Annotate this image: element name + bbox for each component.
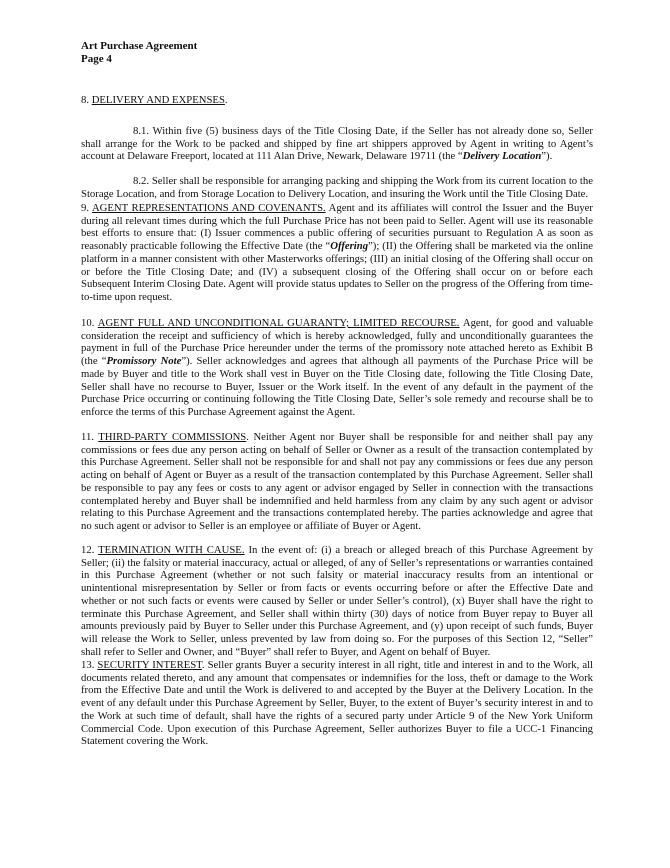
text: 8.1. Within five (5) business days of the Title Closing Date, if the Seller has not already done so, Seller shall arrange for the Work to be packed and shipped by fine art shippers approved by Agent in writing to Agent’s account at Delaware Freeport, located at 111 Alan Drive, Newark, Delaware 19711 (the “ [81,125,593,163]
defined-term: Offering [330,240,369,253]
section-number: 13. [81,659,98,671]
document-title: Art Purchase Agreement [81,40,198,52]
section-8-heading [81,94,593,107]
section-title: TERMINATION WITH CAUSE. [98,544,245,556]
section-10 [81,317,593,419]
section-title: AGENT FULL AND UNCONDITIONAL GUARANTY; LIMITED RECOURSE. [97,317,460,329]
page-number: Page 4 [81,53,112,65]
section-title: AGENT REPRESENTATIONS AND COVENANTS. [91,202,326,214]
section-number: 9. [81,202,92,214]
text: Agent, for good and valuable consideration the receipt and sufficiency of which is hereby acknowledged, fully and unconditionally guarantees the payment in full of the Purchase Price hereunder under the terms of the promissory note attached hereto as Exhibit B (the “ [81,317,593,368]
section-number: 11. [81,431,99,443]
text: ”). [541,150,553,163]
section-number: 10. [81,317,98,329]
section-title: THIRD-PARTY COMMISSIONS [98,431,247,443]
page-header [81,40,197,66]
punct: . [224,94,228,106]
section-title: DELIVERY AND EXPENSES [91,94,225,106]
text: In the event of: (i) a breach or alleged breach of this Purchase Agreement by Seller; (ii) the falsity or material inaccuracy, actual or alleged, of any of Seller’s representations or warranties contained in this Purchase Agreement (whether or not such falsity or material inaccuracy results from an intentional or unintentional misrepresentation by Seller or from facts or events occurring before or after the Effective Date and whether or not such facts or events were caused by Seller or under Seller’s control), (x) Buyer shall have the right to terminate this Purchase Agreement, and Seller shall within thirty (30) days of notice from Buyer repay to Buyer all amounts previously paid by Buyer to Seller under this Purchase Agreement, and (y) upon receipt of such funds, Buyer will release the Work to Seller, unless prevented by law from doing so. For the purposes of this Section 12, “Seller” shall refer to Seller and Owner, and “Buyer” shall refer to Buyer, and Agent on behalf of Buyer. [81,544,593,658]
section-title: SECURITY INTEREST [97,659,202,671]
section-9 [81,202,593,304]
text: ”); (II) the Offering shall be marketed via the online platform in a manner consistent with other Masterworks offerings; (III) an initial closing of the Offering shall occur on or before the Title Closing Date; and (IV) a subsequent closing of the Offering shall occur on or before each Subsequent Interim Closing Date. Agent will provide status updates to Seller on the progress of the Offering from time-to-time upon request. [81,240,593,303]
section-number: 8. [81,94,92,106]
text: Agent and its affiliates will control the Issuer and the Buyer during all relevant times during which the full Purchase Price has not been paid to Seller. Agent will use its reasonable best efforts to ensure that: (I) Issuer commences a public offering of securities pursuant to Regulation A as soon as reasonably practicable following the Effective Date (the “ [81,202,593,253]
text: . Neither Agent nor Buyer shall be responsible for and neither shall pay any commissions or fees due any person acting on behalf of Seller or Owner as a result of the transaction contemplated by this Purchase Agreement. Seller shall not be responsible for and shall not pay any commissions or fees due any person acting on behalf of Agent or Buyer as a result of the transaction contemplated by this Purchase Agreement. Seller shall be responsible to pay any fees or costs to any agent or advisor engaged by Seller in connection with the transactions contemplated hereby and Buyer shall be indemnified and held harmless from any claim by any such agent or advisor relating to this Purchase Agreement and the transactions contemplated hereby. The parties acknowledge and agree that no such agent or advisor to Seller is an employee or affiliate of Buyer or Agent. [81,431,593,532]
text: 8.2. Seller shall be responsible for arranging packing and shipping the Work from its current location to the Storage Location, and from Storage Location to Delivery Location, and insuring the Work until the Title Closing Date. [81,175,593,200]
section-12 [81,544,593,658]
defined-term: Promissory Note [106,355,182,368]
section-8-1 [81,125,593,163]
text: . Seller grants Buyer a security interest in all right, title and interest in and to the Work, all documents related thereto, and any amount that compensates or indemnifies for the loss, theft or damage to the Work from the Effective Date and until the Work is delivered to and accepted by the Buyer at the Delivery Location. In the event of any default under this Purchase Agreement by Seller, Buyer, to the extent of Buyer’s security interest in and to the Work at such time of default, shall have the rights of a secured party under Article 9 of the New York Uniform Commercial Code. Upon execution of this Purchase Agreement, Seller authorizes Buyer to file a UCC-1 Financing Statement covering the Work. [81,659,594,748]
section-11 [81,431,593,533]
section-13 [81,659,593,748]
text: ”). Seller acknowledges and agrees that although all payments of the Purchase Price will be made by Buyer and title to the Work shall vest in Buyer on the Title Closing date, following the Title Closing Date, Seller shall have no recourse to Buyer, Issuer or the Work itself. In the event of any default in the payment of the Purchase Price occurring or continuing following the Title Closing Date, Seller’s sole remedy and recourse shall be to enforce the terms of this Purchase Agreement against the Agent. [81,355,594,418]
section-number: 12. [81,544,99,556]
defined-term: Delivery Location [462,150,542,163]
section-8-2 [81,175,593,200]
